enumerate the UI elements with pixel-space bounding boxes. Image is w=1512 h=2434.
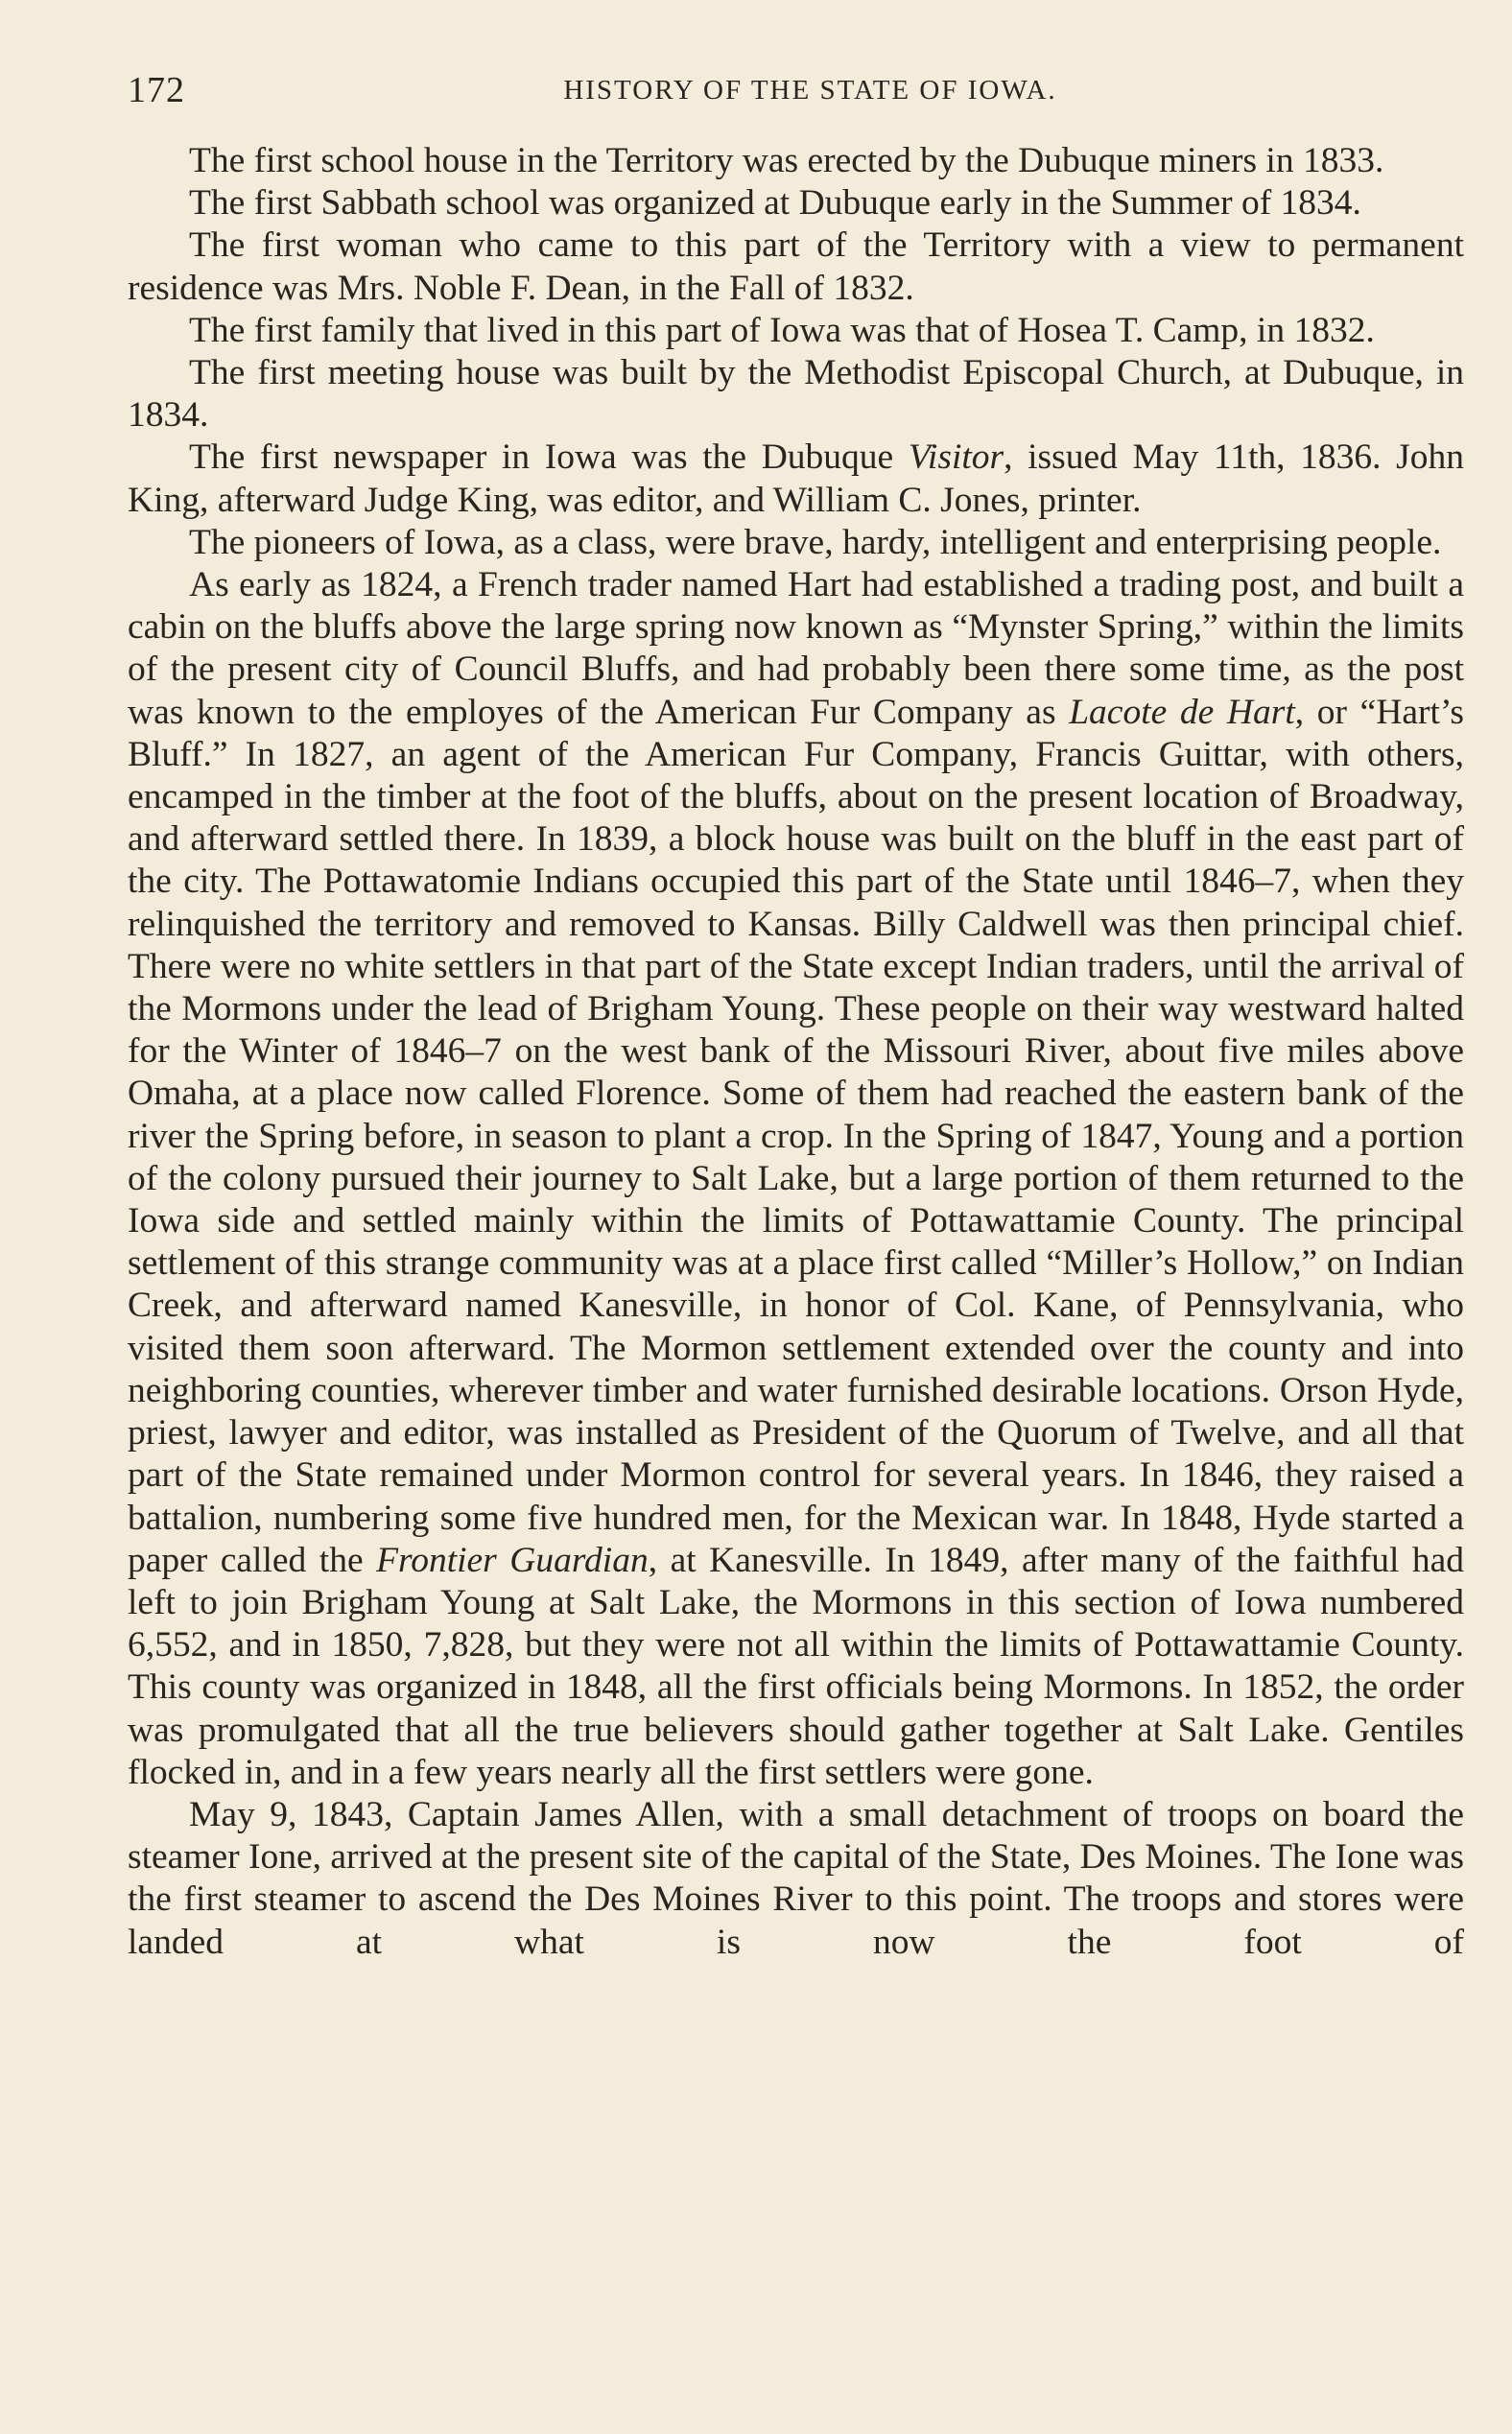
page-header [128,69,1464,123]
paragraph-text: May 9, 1843, Captain James Allen, with a small detachment of troops on board the steamer Ione, arrived at the present site of the capital of the State, Des Moines. The Ione was the first steamer to ascend the Des Moines River to this point. The troops and stores were landed at what is now the foot of [128,1794,1464,1962]
paragraph-text: , or “Hart’s Bluff.” In 1827, an agent of the American Fur Company, Francis Guittar, with others, encamped in the timber at the foot of the bluffs, about on the present location of Broadway, and afterward settled there. In 1839, a block house was built on the bluff in the east part of the city. The Pottawatomie Indians occupied this part of the State until 1846–7, when they relinquished the territory and removed to Kansas. Billy Caldwell was then principal chief. There were no white settlers in that part of the State except Indian traders, until the arrival of the Mormons under the lead of Brigham Young. These people on their way westward halted for the Winter of 1846–7 on the west bank of the Missouri River, about five miles above Omaha, at a place now called Florence. Some of them had reached the eastern bank of the river the Spring before, in season to plant a crop. In the Spring of 1847, Young and a portion of the colony pursued their journey to Salt Lake, but a large portion of them returned to the Iowa side and settled mainly within the limits of Pottawattamie County. The principal settlement of this strange community was at a place first called “Miller’s Hollow,” on Indian Creek, and afterward named Kanesville, in honor of Col. Kane, of Pennsylvania, who visited them soon afterward. The Mormon settlement extended over the county and into neighboring counties, wherever timber and water furnished desirable locations. Orson Hyde, priest, lawyer and editor, was installed as President of the Quorum of Twelve, and all that part of the State remained under Mormon control for several years. In 1846, they raised a battalion, numbering some five hundred men, for the Mexican war. In 1848, Hyde started a paper called the [128,692,1464,1580]
paragraph [128,224,1464,309]
page-number: 172 [128,70,185,110]
body-text [128,140,1464,1964]
paragraph-text: The first Sabbath school was organized at Dubuque early in the Summer of 1834. [189,183,1361,224]
paragraph-text: , issued May 11th, 1836. John King, afterward Judge King, was editor, and William C. Jones, printer. [128,437,1465,520]
paragraph-text: As early as 1824, a French trader named Hart had established a trading post, and built a cabin on the bluffs above the large spring now known as “Mynster Spring,” within the limits of the present city of Council Bluffs, and had probably been there some time, as the post was known to the employes of the American Fur Company as [128,565,1464,732]
paragraph-text: The first school house in the Territory was erected by the Dubuque miners in 1833. [189,141,1384,180]
paragraph [128,437,1464,521]
paragraph [128,182,1464,224]
paragraph-text: , at Kanesville. In 1849, after many of the faithful had left to join Brigham Young at Salt Lake, the Mormons in this section of Iowa numbered 6,552, and in 1850, 7,828, but they were not all within the limits of Pottawattamie County. This county was organized in 1848, all the first officials being Mormons. In 1852, the order was promulgated that all the true believers should gather together at Salt Lake. Gentiles flocked in, and in a few years nearly all the first settlers were gone. [128,1540,1465,1792]
paragraph [128,140,1464,182]
paragraph-text: The first meeting house was built by the Methodist Episcopal Church, at Dubuque, in 1834. [128,353,1464,436]
italic-title: Lacote de Hart [1069,692,1295,732]
italic-title: Frontier Guardian [376,1540,649,1580]
paragraph [128,352,1464,437]
paragraph [128,522,1464,564]
paragraph-text: The first newspaper in Iowa was the Dubuque [189,437,909,478]
running-head: HISTORY OF THE STATE OF IOWA. [563,75,1057,106]
paragraph [128,1794,1464,1964]
paragraph-text: The pioneers of Iowa, as a class, were brave, hardy, intelligent and enterprising people. [189,522,1442,562]
paragraph-text: The first family that lived in this part of Iowa was that of Hosea T. Camp, in 1832. [189,310,1375,350]
paragraph-text: The first woman who came to this part of the Territory with a view to permanent residence was Mrs. Noble F. Dean, in the Fall of 1832. [128,225,1464,308]
italic-title: Visitor [908,437,1004,478]
paragraph [128,310,1464,352]
paragraph [128,564,1464,1794]
